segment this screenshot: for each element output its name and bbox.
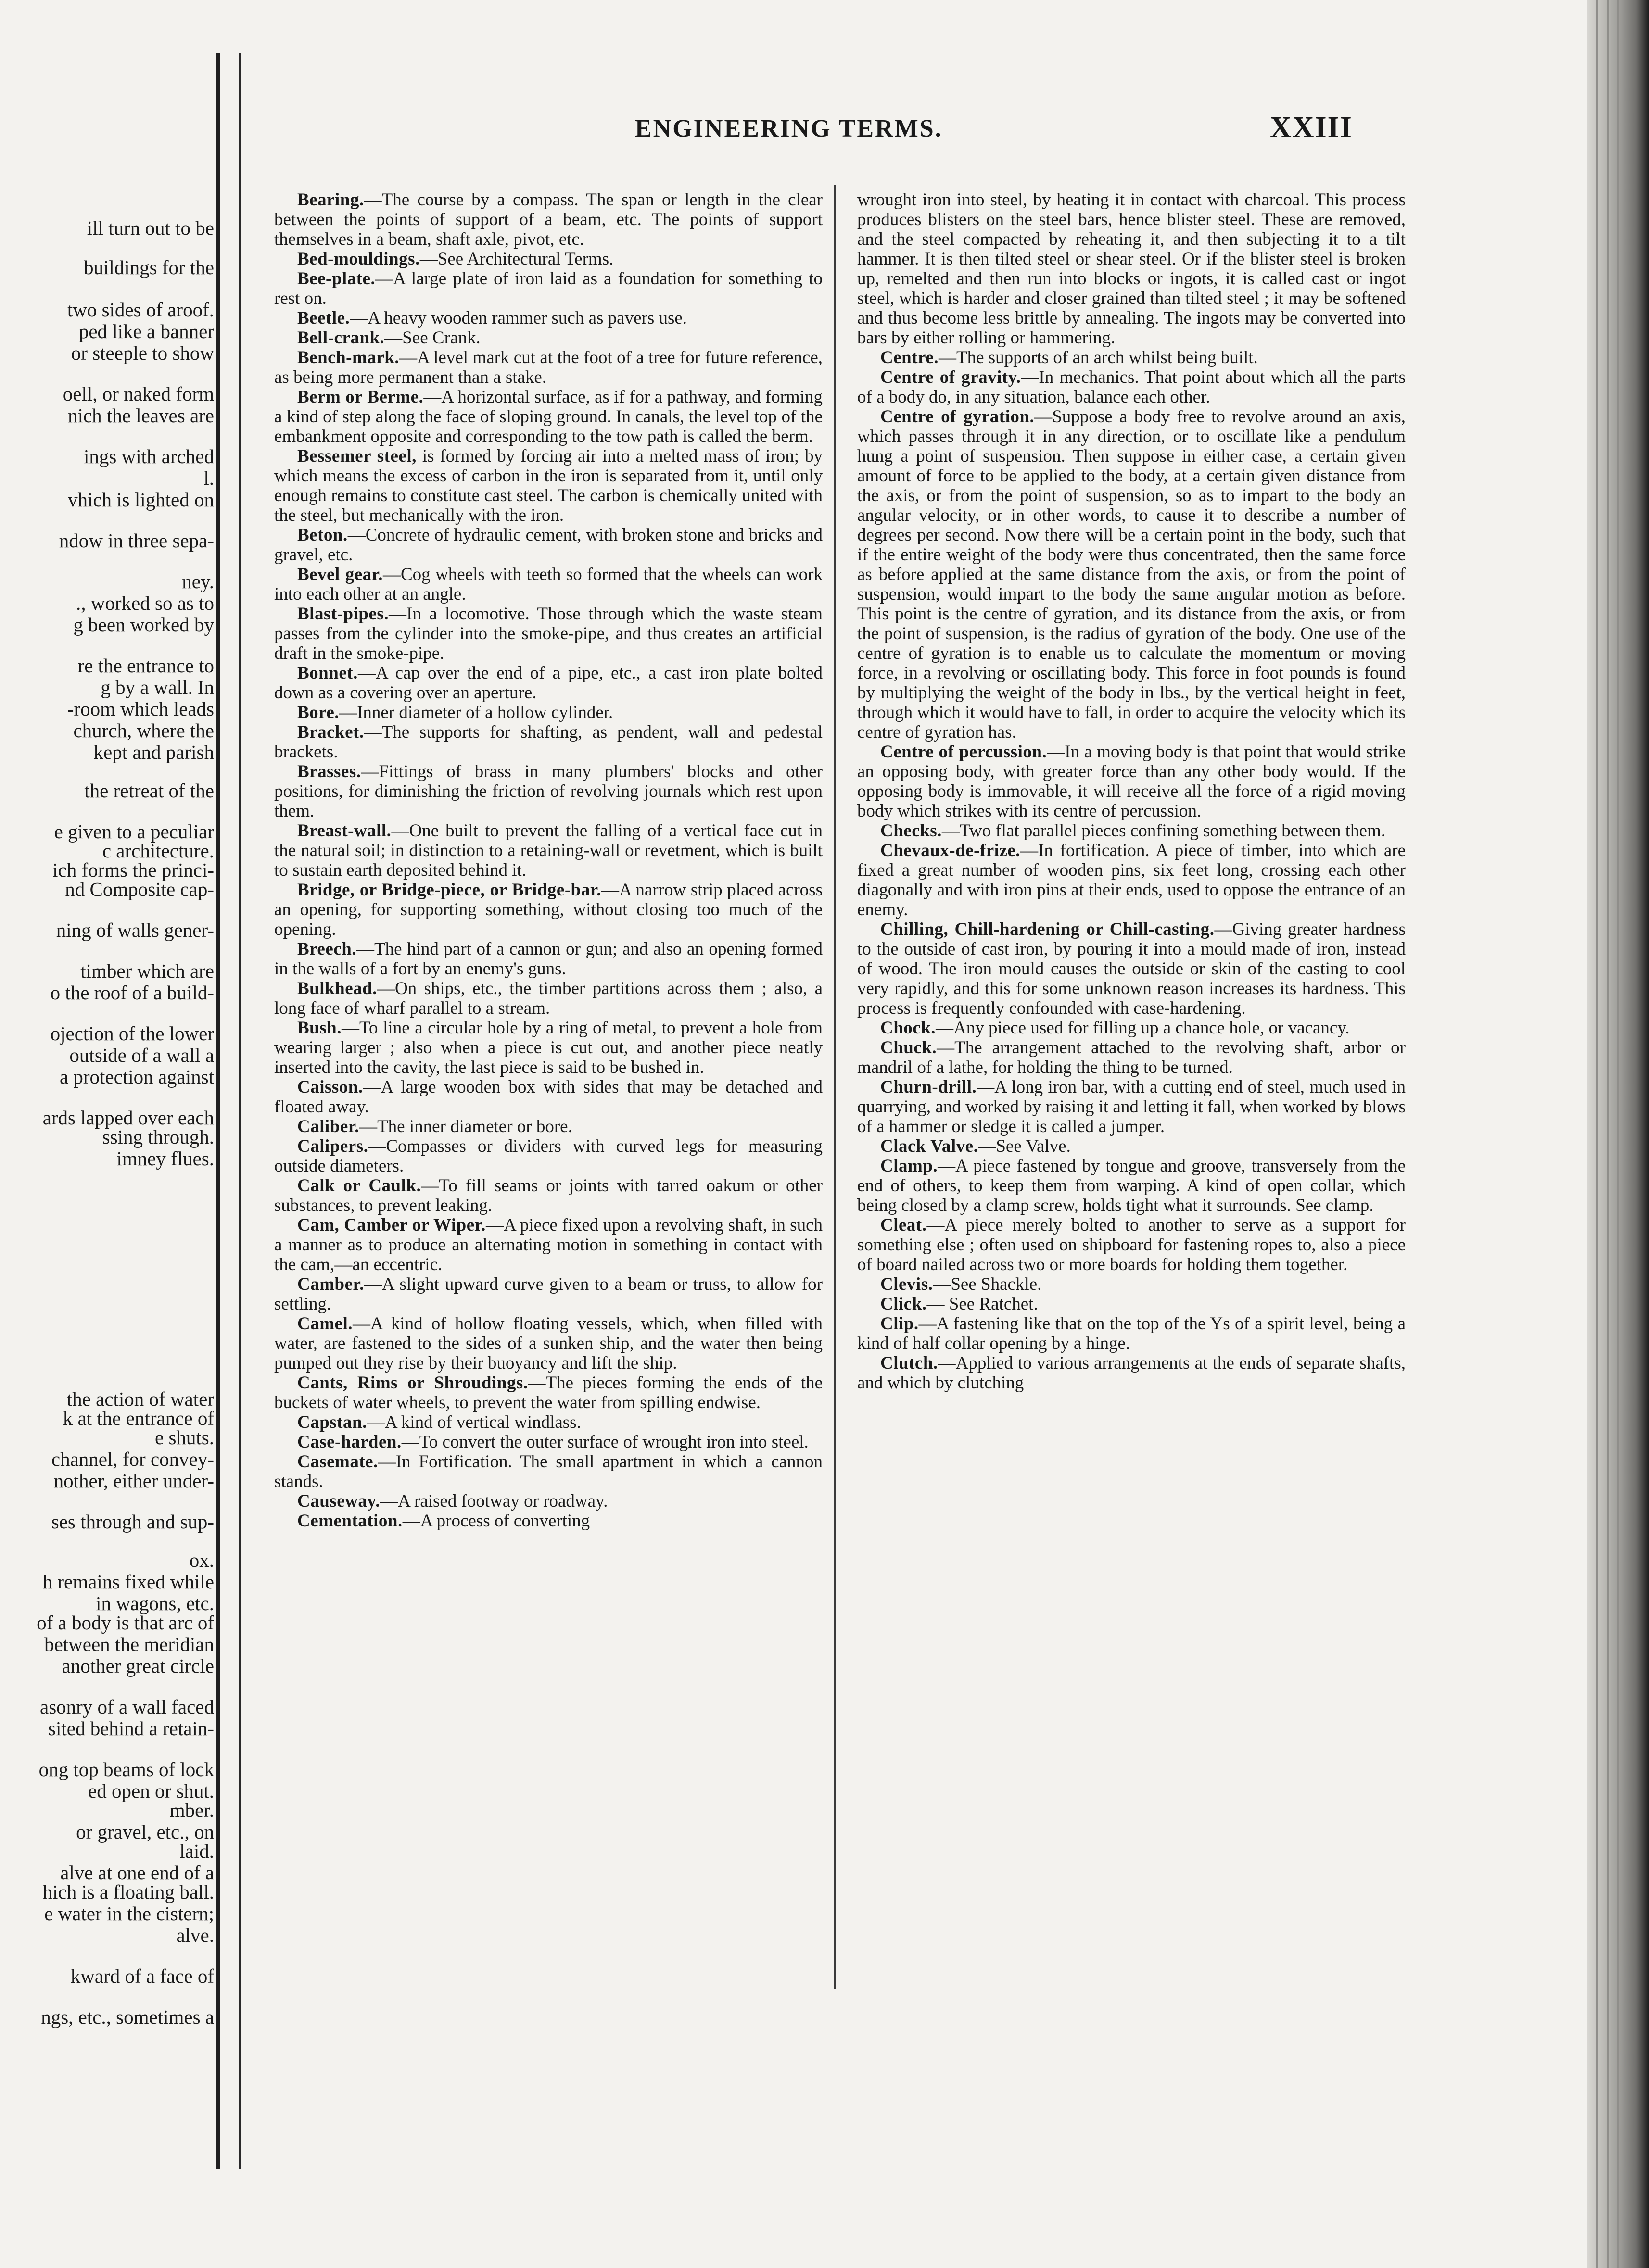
entry-term: Bee-plate. <box>297 269 376 289</box>
entry-term: Clutch. <box>880 1353 938 1373</box>
entry-definition: —A kind of vertical windlass. <box>367 1412 581 1432</box>
entry-definition: —To line a circular hole by a ring of metal, to prevent a hole from wearing larger ; also when a piece is cut out, and another piece neatly inserted into the cavity, the last piece is said to be bushed in. <box>274 1018 823 1077</box>
entry-definition: —The pieces forming the ends of the buckets of water wheels, to prevent the water from spilling endwise. <box>274 1373 823 1412</box>
facing-page-fragments <box>0 202 214 2054</box>
entry-term: Beton. <box>297 525 348 545</box>
entry-term: Centre of gravity. <box>880 367 1021 387</box>
entry-term: Centre. <box>880 348 939 367</box>
entry-definition: —The inner diameter or bore. <box>359 1117 572 1136</box>
entry-term: Casemate. <box>297 1452 378 1472</box>
entry-term: Blast-pipes. <box>297 604 389 624</box>
glossary-entry <box>274 722 823 762</box>
fragment-line: ed open or shut. <box>88 1780 214 1802</box>
glossary-entry <box>857 742 1406 821</box>
fragment-line: ning of walls gener- <box>56 919 214 941</box>
glossary-entry <box>857 1077 1406 1136</box>
fragment-line: outside of a wall a <box>69 1044 214 1066</box>
glossary-entry <box>857 1018 1406 1038</box>
fragment-line: or steeple to show <box>71 342 214 364</box>
entry-term: Bracket. <box>297 722 364 742</box>
glossary-entry <box>274 249 823 269</box>
entry-definition: —In Fortification. The small apartment in which a cannon stands. <box>274 1452 823 1491</box>
glossary-entry <box>857 407 1406 742</box>
fragment-line: ill turn out to be <box>87 217 214 239</box>
fragment-line: ngs, etc., sometimes a <box>41 2006 214 2028</box>
glossary-entry <box>274 190 823 249</box>
fragment-line: hich is a floating ball. <box>42 1881 214 1903</box>
glossary-entry <box>857 1038 1406 1077</box>
fragment-line: the action of water <box>66 1388 214 1410</box>
fragment-line: alve. <box>176 1924 214 1946</box>
page-edge-binding <box>1587 0 1649 2268</box>
glossary-entry <box>274 446 823 525</box>
page-number: XXIII <box>1270 111 1353 144</box>
glossary-entry <box>857 1294 1406 1314</box>
glossary-entry <box>274 1136 823 1176</box>
entry-term: Calipers. <box>297 1136 368 1156</box>
entry-term: Click. <box>880 1294 927 1314</box>
glossary-entry <box>274 269 823 308</box>
fragment-line: g been worked by <box>73 614 214 636</box>
entry-definition: —See Crank. <box>384 328 481 348</box>
fragment-line: vhich is lighted on <box>67 489 214 511</box>
fragment-line: timber which are <box>80 960 214 982</box>
entry-definition: —A large wooden box with sides that may be detached and floated away. <box>274 1077 823 1117</box>
glossary-entry <box>274 604 823 663</box>
entry-term: Chuck. <box>880 1038 937 1058</box>
entry-definition: — See Ratchet. <box>926 1294 1038 1314</box>
entry-term: Bed-mouldings. <box>297 249 420 269</box>
entry-definition: —One built to prevent the falling of a vertical face cut in the natural soil; in distinction to a retaining-wall or revetment, which is built to sustain earth deposited behind it. <box>274 821 823 880</box>
entry-definition: —In mechanics. That point about which all the parts of a body do, in any situation, balance each other. <box>857 367 1406 407</box>
glossary-entry <box>274 348 823 387</box>
fragment-line: ings with arched <box>84 445 214 467</box>
entry-term: Clamp. <box>880 1156 938 1176</box>
entry-term: Camber. <box>297 1274 364 1294</box>
entry-term: Bench-mark. <box>297 348 400 367</box>
fragment-line: ped like a banner <box>78 320 214 342</box>
entry-definition: —A kind of hollow floating vessels, which, when filled with water, are fastened to the sides of a sunken ship, and the water then being pumped out they rise by their buoyancy and lift the ship. <box>274 1314 823 1373</box>
glossary-entry <box>274 1491 823 1511</box>
fragment-line: e shuts. <box>155 1426 214 1449</box>
entry-term: Case-harden. <box>297 1432 402 1452</box>
fragment-line: ses through and sup- <box>51 1511 214 1533</box>
fragment-line: k at the entrance of <box>63 1407 214 1429</box>
fragment-line: ich forms the princi- <box>52 859 214 881</box>
entry-definition: —Giving greater hardness to the outside of cast iron, by pouring it into a mould made of iron, instead of wood. The iron mould causes the outside or skin of the casting to cool very rapidly, and this for some unknown reason increases its hardness. This process is frequently confounded with case-hardening. <box>857 920 1406 1018</box>
entry-term: Centre of gyration. <box>880 407 1035 427</box>
entry-definition: —To convert the outer surface of wrought iron into steel. <box>401 1432 809 1452</box>
entry-term: Bonnet. <box>297 663 358 683</box>
entry-definition: —To fill seams or joints with tarred oakum or other substances, to prevent leaking. <box>274 1176 823 1215</box>
fragment-line: ards lapped over each <box>42 1107 214 1129</box>
entry-term: Caliber. <box>297 1117 360 1136</box>
entry-term: Bulkhead. <box>297 979 377 998</box>
fragment-line: between the meridian <box>44 1633 214 1655</box>
entry-term: Caisson. <box>297 1077 363 1097</box>
entry-definition: —A raised footway or roadway. <box>380 1491 608 1511</box>
fragment-line: two sides of aroof. <box>67 299 214 321</box>
fragment-line: imney flues. <box>116 1147 214 1170</box>
entry-definition: —In a moving body is that point that would strike an opposing body, with greater force than any other body would. If the opposing body is immovable, it will receive all the force of a rigid moving body which strikes with its centre of percussion. <box>857 742 1406 821</box>
glossary-entry <box>274 1117 823 1136</box>
glossary-entry <box>274 1452 823 1491</box>
glossary-entry <box>274 939 823 979</box>
fragment-line: l. <box>203 467 214 489</box>
fragment-line: laid. <box>179 1840 214 1862</box>
entry-definition: —On ships, etc., the timber partitions across them ; also, a long face of wharf parallel to a stream. <box>274 979 823 1018</box>
column-divider <box>834 185 836 1989</box>
left-column-rule <box>216 53 220 2169</box>
entry-term: Centre of percussion. <box>880 742 1047 762</box>
entry-definition: —A piece merely bolted to another to serve as a support for something else ; often used on shipboard for fastening ropes to, also a piece of board nailed across two or more boards for holding them together. <box>857 1215 1406 1274</box>
glossary-entry <box>274 1412 823 1432</box>
entry-definition: —A horizontal surface, as if for a pathway, and forming a kind of step along the face of sloping ground. In canals, the level top of the embankment opposite and corresponding to the tow path is called the berm. <box>274 387 823 446</box>
fragment-line: mber. <box>169 1799 214 1821</box>
glossary-entry <box>857 920 1406 1018</box>
entry-definition: —The arrangement attached to the revolving shaft, arbor or mandril of a lathe, for holding the thing to be turned. <box>857 1038 1406 1077</box>
glossary-entry <box>274 1215 823 1274</box>
entry-term: Calk or Caulk. <box>297 1176 421 1196</box>
entry-term: Cam, Camber or Wiper. <box>297 1215 486 1235</box>
entry-term: Capstan. <box>297 1412 367 1432</box>
entry-term: Cementation. <box>297 1511 403 1531</box>
entry-term: Clack Valve. <box>880 1136 978 1156</box>
fragment-line: re the entrance to <box>77 655 214 677</box>
fragment-line: the retreat of the <box>84 780 214 802</box>
glossary-entry <box>857 1136 1406 1156</box>
glossary-entry <box>857 1353 1406 1393</box>
glossary-entry <box>274 1314 823 1373</box>
glossary-entry <box>274 663 823 703</box>
glossary-entry <box>274 1176 823 1215</box>
glossary-entry <box>274 1432 823 1452</box>
fragment-line: alve at one end of a <box>60 1862 214 1884</box>
glossary-entry <box>274 1274 823 1314</box>
entry-definition: —Concrete of hydraulic cement, with broken stone and bricks and gravel, etc. <box>274 525 823 565</box>
fragment-line: ox. <box>189 1549 214 1571</box>
entry-definition: —A process of converting <box>402 1511 590 1531</box>
glossary-entry <box>274 308 823 328</box>
entry-definition: —Applied to various arrangements at the ends of separate shafts, and which by clutching <box>857 1353 1406 1393</box>
glossary-entry <box>857 367 1406 407</box>
glossary-entry <box>274 1511 823 1531</box>
entry-definition: —See Valve. <box>978 1136 1071 1156</box>
fragment-line: channel, for convey- <box>51 1448 214 1470</box>
fragment-line: kward of a face of <box>70 1965 214 1987</box>
glossary-entry <box>274 328 823 348</box>
entry-term: Beetle. <box>297 308 350 328</box>
glossary-entry <box>857 1274 1406 1294</box>
entry-definition: —A piece fastened by tongue and groove, transversely from the end of others, to keep them from warping. A kind of open collar, which being closed by a clamp screw, holds tight what it surrounds. See clamp. <box>857 1156 1406 1215</box>
glossary-column-2-entries <box>857 348 1406 1393</box>
entry-term: Camel. <box>297 1314 353 1334</box>
glossary-entry <box>274 880 823 939</box>
entry-term: Bearing. <box>297 190 364 210</box>
fragment-line: another great circle <box>62 1655 214 1677</box>
glossary-entry <box>274 762 823 821</box>
fragment-line: -room which leads <box>67 698 214 720</box>
entry-term: Bell-crank. <box>297 328 385 348</box>
fragment-line: e given to a peculiar <box>54 820 214 843</box>
glossary-entry <box>274 1077 823 1117</box>
glossary-entry <box>274 979 823 1018</box>
entry-term: Chevaux-de-frize. <box>880 841 1021 860</box>
glossary-column-2 <box>857 190 1406 1393</box>
continued-entry-text: wrought iron into steel, by heating it in contact with charcoal. This process produces blisters on the steel bars, hence blister steel. These are removed, and the steel compacted by reheating it, and then subjecting it to a tilt hammer. It is then tilted steel or shear steel. Or if the blister steel is broken up, remelted and then run into blocks or ingots, it is called cast or ingot steel, which is harder and closer grained than tilted steel ; it may be softened and thus become less brittle by annealing. The ingots may be converted into bars by either rolling or hammering. <box>857 190 1406 348</box>
entry-term: Chilling, Chill-hardening or Chill-casting. <box>880 920 1215 939</box>
glossary-entry <box>274 703 823 722</box>
entry-definition: —A piece fixed upon a revolving shaft, in such a manner as to produce an alternating motion in something in contact with the cam,—an eccentric. <box>274 1215 823 1274</box>
glossary-entry <box>274 565 823 604</box>
entry-term: Cants, Rims or Shroudings. <box>297 1373 528 1393</box>
glossary-entry <box>274 525 823 565</box>
fragment-line: or gravel, etc., on <box>76 1821 214 1843</box>
fragment-line: ong top beams of lock <box>38 1758 214 1780</box>
entry-definition: —Suppose a body free to revolve around an axis, which passes through it in any direction, or to oscillate like a pendulum hung a point of suspension. Then suppose in either case, a certain given amount of force to be applied to the body, at a certain given distance from the axis, or from the point of suspension, so as to impart to the body an angular velocity, or in other words, to cause it to describe a number of degrees per second. Now there will be a certain point in the body, such that if the entire weight of the body were thus concentrated, then the same force as before applied at the same distance from the axis, or from the point of suspension, would impart to the body the same angular motion as before. This point is the centre of gyration, and its distance from the axis, or from the point of suspension, is the radius of gyration of the body. One use of the centre of gyration is to enable us to calculate the momentum or moving force, in a revolving or oscillating body. This force in foot pounds is found by multiplying the weight of the body in lbs., by the vertical height in feet, through which it would have to fall, in order to acquire the velocity which its centre of gyration has. <box>857 407 1406 742</box>
entry-term: Bessemer steel, <box>297 446 417 466</box>
fragment-line: asonry of a wall faced <box>40 1696 214 1718</box>
entry-definition: —The supports of an arch whilst being built. <box>938 348 1258 367</box>
glossary-entry <box>857 1215 1406 1274</box>
fragment-line: sited behind a retain- <box>48 1717 214 1739</box>
glossary-column-1 <box>274 190 823 1531</box>
fragment-line: a protection against <box>59 1066 214 1088</box>
entry-term: Churn-drill. <box>880 1077 977 1097</box>
fragment-line: c architecture. <box>102 840 214 862</box>
entry-term: Bore. <box>297 703 340 722</box>
entry-definition: —The course by a compass. The span or length in the clear between the points of support of a beam, etc. The points of support themselves in a beam, shaft axle, pivot, etc. <box>274 190 823 249</box>
fragment-line: kept and parish <box>93 741 214 763</box>
entry-definition: —Inner diameter of a hollow cylinder. <box>339 703 613 722</box>
entry-definition: —See Shackle. <box>933 1274 1042 1294</box>
glossary-entry <box>274 1018 823 1077</box>
entry-definition: —A fastening like that on the top of the Ys of a spirit level, being a kind of half collar opening by a hinge. <box>857 1314 1406 1353</box>
entry-definition: —The hind part of a cannon or gun; and also an opening formed in the walls of a fort by an enemy's guns. <box>274 939 823 979</box>
fragment-line: nd Composite cap- <box>65 878 214 900</box>
entry-definition: —A level mark cut at the foot of a tree for future reference, as being more permanent than a stake. <box>274 348 823 387</box>
fragment-line: ndow in three sepa- <box>59 529 214 552</box>
entry-definition: —A narrow strip placed across an opening, for supporting something, without closing too much of the opening. <box>274 880 823 939</box>
fragment-line: church, where the <box>73 719 214 742</box>
entry-definition: —A heavy wooden rammer such as pavers use. <box>350 308 687 328</box>
fragment-line: oell, or naked form <box>63 383 214 405</box>
fragment-line: g by a wall. In <box>101 676 214 698</box>
fragment-line: ., worked so as to <box>76 592 214 614</box>
entry-term: Breech. <box>297 939 357 959</box>
glossary-entry <box>857 841 1406 920</box>
entry-term: Causeway. <box>297 1491 381 1511</box>
entry-term: Checks. <box>880 821 942 841</box>
entry-definition: —In a locomotive. Those through which the waste steam passes from the cylinder into the smoke-pipe, and thus creates an artificial draft in the smoke-pipe. <box>274 604 823 663</box>
fragment-line: of a body is that arc of <box>37 1612 214 1634</box>
glossary-entry <box>274 387 823 446</box>
entry-term: Clevis. <box>880 1274 933 1294</box>
entry-term: Brasses. <box>297 762 361 781</box>
entry-term: Clip. <box>880 1314 919 1334</box>
entry-definition: —In fortification. A piece of timber, into which are fixed a great number of wooden pins, six feet long, crossing each other diagonally and with iron pins at their ends, used to oppose the entrance of an enemy. <box>857 841 1406 920</box>
entry-definition: —A long iron bar, with a cutting end of steel, much used in quarrying, and worked by raising it and letting it fall, when worked by blows of a hammer or sledge it is called a jumper. <box>857 1077 1406 1136</box>
entry-definition: —A large plate of iron laid as a foundation for something to rest on. <box>274 269 823 308</box>
fragment-line: in wagons, etc. <box>96 1592 214 1614</box>
entry-definition: —Cog wheels with teeth so formed that the wheels can work into each other at an angle. <box>274 565 823 604</box>
entry-term: Chock. <box>880 1018 936 1038</box>
glossary-entry <box>857 1156 1406 1215</box>
fragment-line: nich the leaves are <box>68 404 214 427</box>
fragment-line: nother, either under- <box>53 1470 214 1492</box>
fragment-line: h remains fixed while <box>42 1571 214 1593</box>
entry-definition: —Any piece used for filling up a chance hole, or vacancy. <box>936 1018 1350 1038</box>
glossary-entry <box>274 821 823 880</box>
entry-term: Bridge, or Bridge-piece, or Bridge-bar. <box>297 880 601 900</box>
entry-definition: —A slight upward curve given to a beam or truss, to allow for settling. <box>274 1274 823 1314</box>
entry-definition: is formed by forcing air into a melted mass of iron; by which means the excess of carbon in the iron is separated from it, until only enough remains to constitute cast steel. The carbon is chemically united with the steel, but mechanically with the iron. <box>274 446 823 525</box>
fragment-line: buildings for the <box>83 256 214 278</box>
glossary-entry <box>857 1314 1406 1353</box>
entry-definition: —A cap over the end of a pipe, etc., a cast iron plate bolted down as a covering over an aperture. <box>274 663 823 703</box>
glossary-entry <box>274 1373 823 1412</box>
page-gutter-rule <box>239 53 241 2169</box>
entry-term: Berm or Berme. <box>297 387 424 407</box>
entry-definition: —The supports for shafting, as pendent, wall and pedestal brackets. <box>274 722 823 762</box>
fragment-line: o the roof of a build- <box>50 982 214 1004</box>
entry-term: Bevel gear. <box>297 565 383 584</box>
glossary-entry <box>857 821 1406 841</box>
fragment-line: e water in the cistern; <box>44 1903 214 1925</box>
entry-definition: —See Architectural Terms. <box>419 249 614 269</box>
fragment-line: ojection of the lower <box>50 1022 214 1045</box>
fragment-line: ney. <box>182 570 214 592</box>
glossary-entry <box>857 348 1406 367</box>
entry-term: Breast-wall. <box>297 821 392 841</box>
entry-definition: —Compasses or dividers with curved legs for measuring outside diameters. <box>274 1136 823 1176</box>
entry-definition: —Fittings of brass in many plumbers' blocks and other positions, for diminishing the friction of revolving journals which rest upon them. <box>274 762 823 821</box>
page-header-title: ENGINEERING TERMS. <box>635 115 943 142</box>
entry-definition: —Two flat parallel pieces confining something between them. <box>941 821 1386 841</box>
entry-term: Cleat. <box>880 1215 927 1235</box>
entry-term: Bush. <box>297 1018 342 1038</box>
fragment-line: ssing through. <box>102 1126 214 1148</box>
